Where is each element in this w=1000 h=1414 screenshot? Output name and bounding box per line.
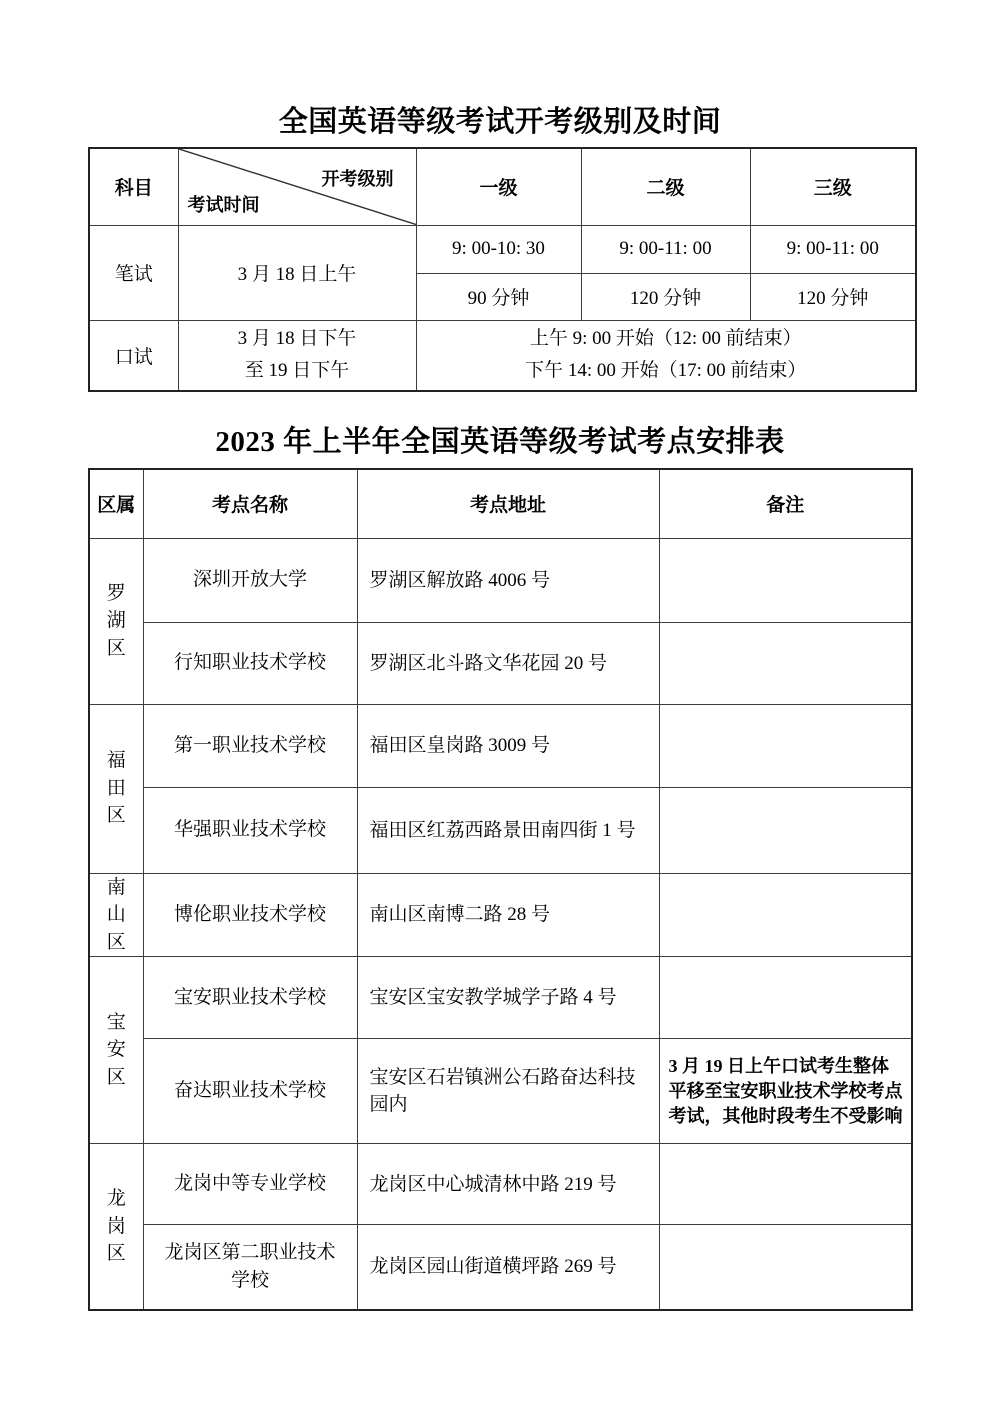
site-name-cell: 行知职业技术学校 — [143, 622, 357, 704]
district-cell-longgang — [89, 1144, 143, 1310]
site-address-cell: 罗湖区北斗路文华花园 20 号 — [357, 622, 659, 704]
site-address-cell: 龙岗区园山街道横坪路 269 号 — [357, 1225, 659, 1310]
level2-header-cell: 二级 — [581, 148, 750, 225]
time-corner-label: 考试时间 — [187, 194, 260, 215]
table1-header-row — [89, 148, 916, 225]
table2-header-row — [89, 469, 912, 538]
table-row — [89, 873, 912, 957]
exam-sites-table — [88, 468, 913, 1311]
written-subject-cell: 笔试 — [89, 225, 178, 320]
district-cell-luohu — [89, 538, 143, 704]
table-row — [89, 704, 912, 787]
table-row — [89, 538, 912, 622]
levels-corner-label: 开考级别 — [321, 169, 394, 189]
level3-time-cell: 9: 00-11: 00 — [750, 225, 916, 273]
table-row — [89, 787, 912, 873]
remarks-header-cell: 备注 — [659, 469, 912, 538]
level3-duration-cell: 120 分钟 — [750, 273, 916, 320]
district-cell-futian — [89, 704, 143, 873]
exam-schedule-table — [88, 147, 917, 392]
written-date-cell: 3 月 18 日上午 — [178, 225, 416, 320]
remark-cell — [659, 1039, 912, 1144]
remark-cell — [659, 538, 912, 622]
site-address-cell: 龙岗区中心城清林中路 219 号 — [357, 1144, 659, 1225]
written-exam-times-row — [89, 225, 916, 273]
diagonal-header-cell — [178, 148, 416, 225]
exam-levels-title: 全国英语等级考试开考级别及时间 — [278, 106, 722, 138]
site-address-cell: 南山区南博二路 28 号 — [357, 873, 659, 957]
site-name-cell: 龙岗中等专业学校 — [143, 1144, 357, 1225]
level1-duration-cell: 90 分钟 — [416, 273, 581, 320]
oral-date-line-2: 至 19 日下午 — [244, 360, 350, 382]
district-label: 宝安区 — [106, 1011, 126, 1088]
site-address-cell: 宝安区宝安教学城学子路 4 号 — [357, 957, 659, 1039]
site-name-header-cell: 考点名称 — [143, 469, 357, 538]
remark-cell — [659, 1225, 912, 1310]
remark-text: 3 月 19 日上午口试考生整体平移至宝安职业技术学校考点考试，其他时段考生不受影响 — [668, 1055, 903, 1126]
site-address-cell: 福田区红荔西路景田南四街 1 号 — [357, 787, 659, 873]
level2-time-cell: 9: 00-11: 00 — [581, 225, 750, 273]
exam-sites-title: 2023 年上半年全国英语等级考试考点安排表 — [215, 426, 785, 458]
oral-schedule-line-2: 下午 14: 00 开始（17: 00 前结束） — [525, 360, 807, 382]
remark-cell — [659, 873, 912, 957]
district-label: 福田区 — [106, 750, 126, 827]
table-row — [89, 957, 912, 1039]
table-row — [89, 622, 912, 704]
level1-time-cell: 9: 00-10: 30 — [416, 225, 581, 273]
site-name-cell: 深圳开放大学 — [143, 538, 357, 622]
district-cell-baoan — [89, 957, 143, 1144]
remark-cell — [659, 957, 912, 1039]
site-address-header-cell: 考点地址 — [357, 469, 659, 538]
district-header-cell: 区属 — [89, 469, 143, 538]
site-name-cell: 宝安职业技术学校 — [143, 957, 357, 1039]
oral-schedule-line-1: 上午 9: 00 开始（12: 00 前结束） — [529, 328, 802, 350]
site-name-cell: 龙岗区第二职业技术学校 — [143, 1225, 357, 1310]
site-name-cell: 奋达职业技术学校 — [143, 1039, 357, 1144]
remark-cell — [659, 622, 912, 704]
subject-header-cell: 科目 — [89, 148, 178, 225]
site-address-cell: 宝安区石岩镇洲公石路奋达科技园内 — [357, 1039, 659, 1144]
table-row — [89, 1039, 912, 1144]
oral-exam-row — [89, 320, 916, 391]
table-row — [89, 1225, 912, 1310]
site-name-cell: 第一职业技术学校 — [143, 704, 357, 787]
remark-cell — [659, 1144, 912, 1225]
district-cell-nanshan — [89, 873, 143, 957]
oral-date-cell — [178, 320, 416, 391]
district-label: 罗湖区 — [106, 582, 126, 659]
level1-header-cell: 一级 — [416, 148, 581, 225]
oral-date-line-1: 3 月 18 日下午 — [237, 328, 357, 350]
site-address-cell: 福田区皇岗路 3009 号 — [357, 704, 659, 787]
site-name-cell: 博伦职业技术学校 — [143, 873, 357, 957]
level2-duration-cell: 120 分钟 — [581, 273, 750, 320]
table-row — [89, 1144, 912, 1225]
oral-subject-cell: 口试 — [89, 320, 178, 391]
district-label: 南山区 — [106, 876, 126, 953]
remark-cell — [659, 787, 912, 873]
remark-cell — [659, 704, 912, 787]
site-address-cell: 罗湖区解放路 4006 号 — [357, 538, 659, 622]
level3-header-cell: 三级 — [750, 148, 916, 225]
oral-schedule-cell — [416, 320, 916, 391]
site-name-cell: 华强职业技术学校 — [143, 787, 357, 873]
district-label: 龙岗区 — [106, 1188, 126, 1265]
